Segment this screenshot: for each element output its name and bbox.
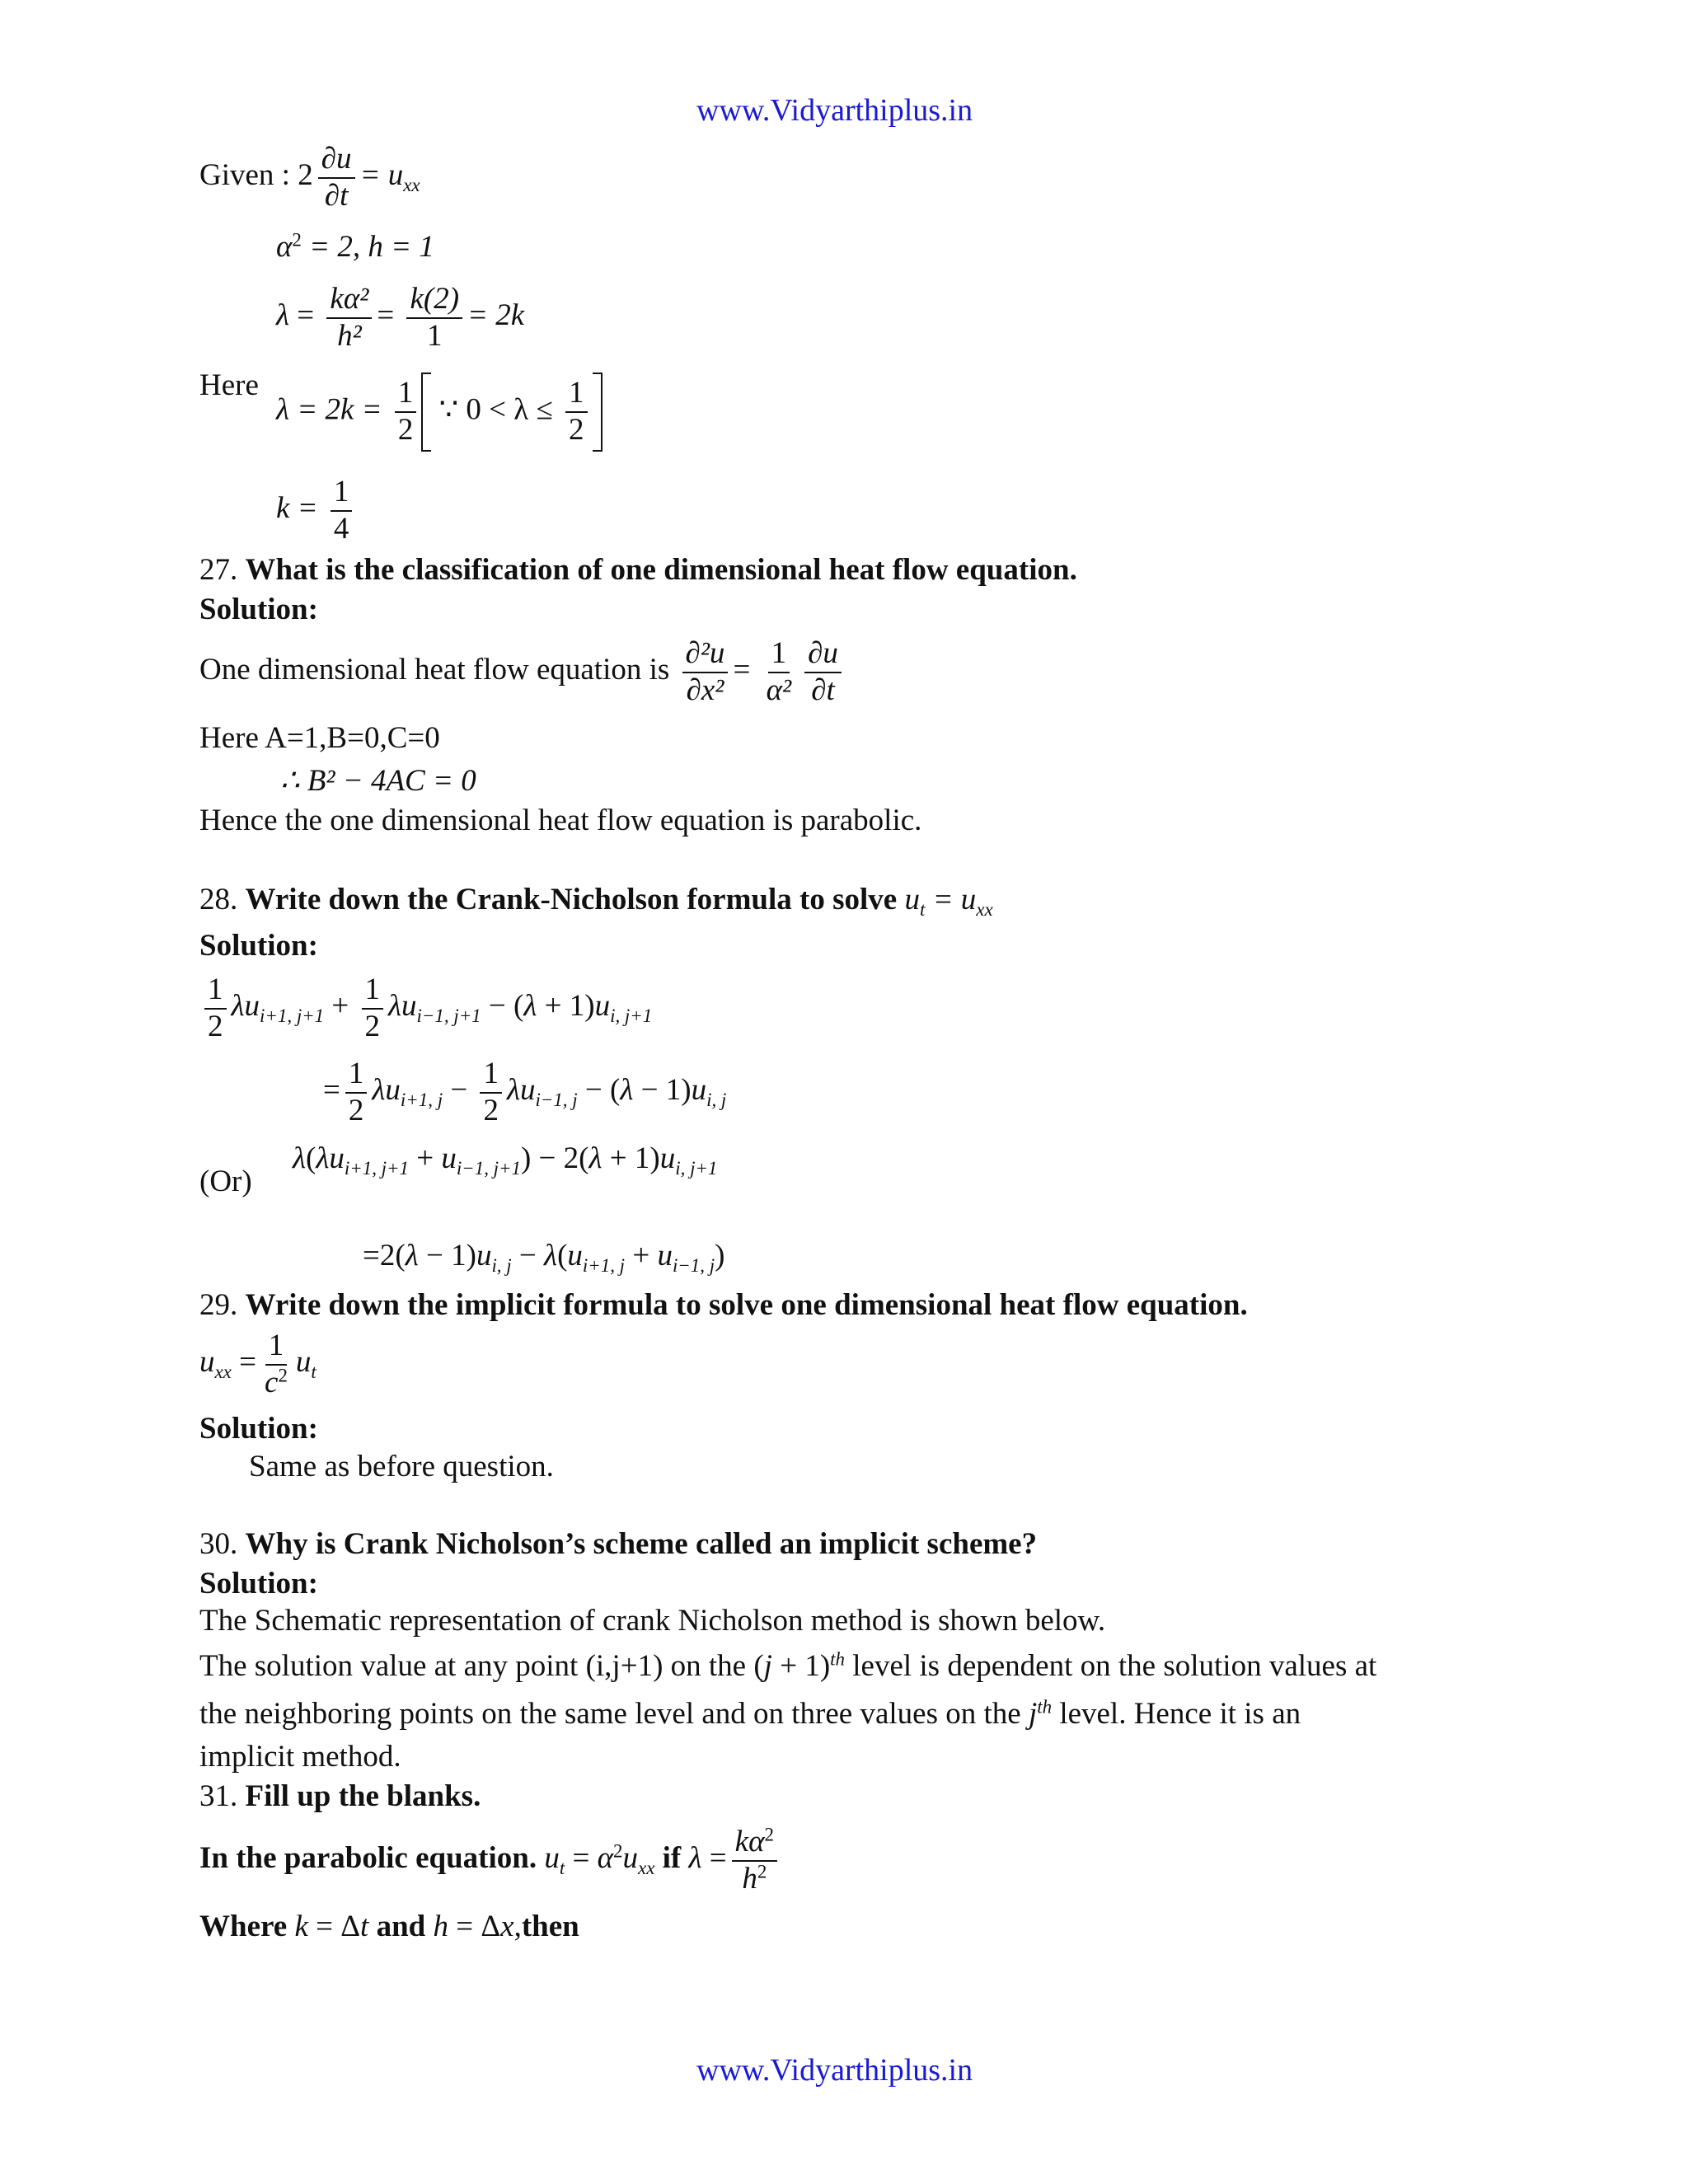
alpha-square: 2 xyxy=(292,229,302,251)
q27-here: Here A=1,B=0,C=0 xyxy=(199,721,440,755)
right-bracket xyxy=(593,373,603,452)
cn-alt-line2: $=2(\lambda - 1)u_{i, j} - \lambda(u_{i+1, j} + u_{i-1, j})$ xyxy=(363,1239,725,1277)
alpha-line xyxy=(276,229,434,265)
q27-lhs-num: ∂²u xyxy=(685,636,725,670)
lambda-frac1 xyxy=(326,282,372,354)
q27-rhs-frac xyxy=(763,636,795,708)
given-coef: 2 xyxy=(298,158,313,193)
lambda-frac1-num: kα² xyxy=(330,282,369,316)
q27-rhs-num: 1 xyxy=(768,636,790,673)
here-label: Here xyxy=(199,368,259,402)
q29-frac: $\frac{1}{c^2}$ xyxy=(265,1329,288,1399)
q30-question: Why is Crank Nicholson’s scheme called an implicit scheme? xyxy=(245,1527,1038,1561)
lambda-frac2-num: k(2) xyxy=(410,282,460,316)
q29-solution: Solution: xyxy=(199,1412,318,1446)
q30-line2: The solution value at any point (i,j+1) on the $(j + 1)^{th}$ level is dependent on the solution values at xyxy=(199,1648,1377,1683)
k-label: k = xyxy=(276,491,318,526)
lambda-frac1-den: h² xyxy=(337,318,362,353)
quarter-den: 4 xyxy=(333,511,349,546)
q29-answer: Same as before question. xyxy=(249,1450,554,1483)
q30-line1: The Schematic representation of crank Nicholson method is shown below. xyxy=(199,1604,1106,1638)
q30-line2a: The solution value at any point (i,j+1) on the xyxy=(199,1649,747,1683)
q28-number: 28. xyxy=(199,883,238,916)
q31-line1: In the parabolic equation. $u_t = \alpha^2u_{xx}$ if λ = $\frac{k\alpha^2}{h^2}$ xyxy=(199,1825,782,1896)
du: ∂u xyxy=(321,142,352,176)
q30-line3: the neighboring points on the same level and on three values on the $j^{th}$ level. Hence it is an xyxy=(199,1696,1301,1731)
q30-number: 30. xyxy=(199,1527,238,1561)
q31-number: 31. xyxy=(199,1779,238,1813)
half-num: 1 xyxy=(395,376,417,413)
q27-solution-label xyxy=(199,592,318,628)
q30-solution: Solution: xyxy=(199,1567,318,1601)
cn-formula-line1: $\frac{1}{2}$ $\lambda u_{i+1, j+1}$ + $\frac{1}{2}$ $\lambda u_{i-1, j+1} - (\lambda + 1)u_{i, j+1}$ xyxy=(199,972,652,1044)
k-equation xyxy=(276,475,357,546)
cn-half-2: $\frac{1}{2}$ xyxy=(362,972,384,1044)
given-rhs-sub: xx xyxy=(403,175,420,196)
q27-therefore-text: ∴ B² − 4AC = 0 xyxy=(280,764,476,798)
q31-and: and xyxy=(376,1910,426,1943)
q30-solution-label xyxy=(199,1566,318,1602)
half-den: 2 xyxy=(397,413,414,447)
condition-text: ∵ 0 < λ ≤ xyxy=(438,392,553,427)
q27-line1: One dimensional heat flow equation is xyxy=(199,653,670,687)
q28-question: Write down the Crank-Nicholson formula to solve xyxy=(245,883,898,916)
q27-heading xyxy=(199,552,1077,588)
footer-site-link[interactable]: www.Vidyarthiplus.in xyxy=(696,2053,973,2088)
dt: ∂t xyxy=(324,178,349,213)
given-label: Given : xyxy=(199,158,290,193)
q28-eq: $u_t = u_{xx}$ xyxy=(904,883,993,921)
q28-heading xyxy=(199,882,993,921)
q31-where: Where xyxy=(199,1910,288,1943)
left-bracket xyxy=(421,373,431,452)
given-equation xyxy=(199,142,420,213)
q31-line2: Where k = Δt and h = Δx,then xyxy=(199,1910,579,1943)
q31-question: Fill up the blanks. xyxy=(245,1779,481,1813)
q29-solution-label xyxy=(199,1411,318,1447)
lambda-frac2 xyxy=(406,282,462,354)
q31-if: if xyxy=(662,1841,682,1876)
q27-rhs-den: α² xyxy=(766,673,792,707)
q27-rhs2-num: ∂u xyxy=(808,636,838,670)
q31-line1-text: In the parabolic equation. xyxy=(199,1841,537,1876)
q27-equation-line: One dimensional heat flow equation is $\frac{\text{∂²u}}{\text{∂x²}}$ = $\frac{1}{\text{α²}}$ $\frac{\partial u}{\partial t}$ xyxy=(199,636,846,708)
q27-hence: Hence the one dimensional heat flow equation is parabolic. xyxy=(199,804,922,837)
lambda-condition xyxy=(276,373,603,452)
q29-heading xyxy=(199,1287,1248,1324)
cn-formula-line2: = $\frac{1}{2}$ $\lambda u_{i+1, j}$ − $\frac{1}{2}$ $\lambda u_{i-1, j} - (\lambda - 1)u_{i, j}$ xyxy=(323,1057,727,1127)
q27-lhs-den: ∂x² xyxy=(686,673,724,707)
q29-number: 29. xyxy=(199,1288,238,1322)
alpha-values: = 2, h = 1 xyxy=(309,230,434,264)
quarter-num: 1 xyxy=(331,475,353,512)
q27-question: What is the classification of one dimensional heat flow equation. xyxy=(245,553,1077,587)
q27-rhs2-frac xyxy=(804,636,842,708)
q30-line2b: level is dependent on the solution values at xyxy=(852,1649,1377,1683)
lambda-equation: λ = $\frac{\text{kα²}}{\text{h²}}$ = $\frac{k(2)}{1}$ = 2k xyxy=(276,282,525,353)
half-frac xyxy=(395,376,417,448)
cn-alt-line1: $\lambda(\lambda u_{i+1, j+1} + u_{i-1, j+1}) - 2(\lambda + 1)u_{i, j+1}$ xyxy=(293,1141,718,1179)
half-num-2: 1 xyxy=(565,376,588,413)
alpha-symbol: α xyxy=(276,230,293,264)
half-frac-2 xyxy=(565,376,588,448)
du-dt-fraction xyxy=(318,142,355,213)
cn-half-1: $\frac{1}{2}$ xyxy=(204,972,227,1044)
lambda-symbol: λ xyxy=(276,298,290,333)
q27-rhs2-den: ∂t xyxy=(811,673,835,707)
lambda-result: = 2k xyxy=(467,298,525,333)
lambda-frac2-den: 1 xyxy=(427,318,443,353)
q30-heading xyxy=(199,1526,1037,1563)
q28-solution-label xyxy=(199,928,318,964)
q30-line3b: level. Hence it is an xyxy=(1059,1697,1301,1731)
q27-number: 27. xyxy=(199,553,238,587)
cn-half-4: $\frac{1}{2}$ xyxy=(480,1057,502,1128)
q31-heading xyxy=(199,1779,481,1815)
q30-line4: implicit method. xyxy=(199,1740,401,1774)
lambda-2k: λ = 2k = xyxy=(276,392,382,427)
cn-half-3: $\frac{1}{2}$ xyxy=(345,1057,368,1128)
q28-solution: Solution: xyxy=(199,929,318,963)
q28-or: (Or) xyxy=(199,1165,252,1198)
half-den-2: 2 xyxy=(569,413,584,447)
q31-then: then xyxy=(521,1910,579,1943)
q29-question: Write down the implicit formula to solve one dimensional heat flow equation. xyxy=(245,1288,1248,1322)
quarter-frac xyxy=(331,475,353,546)
q27-solution: Solution: xyxy=(199,593,318,626)
given-rhs: = u xyxy=(359,158,404,193)
q31-lambda-frac: $\frac{k\alpha^2}{h^2}$ xyxy=(732,1825,777,1896)
header-site-link[interactable]: www.Vidyarthiplus.in xyxy=(696,93,973,128)
q29-equation: $u_{xx}$ = $\frac{1}{c^2}$ $u_t$ xyxy=(199,1329,316,1399)
q30-line3a: the neighboring points on the same level and on three values on the xyxy=(199,1697,1021,1731)
q27-therefore xyxy=(280,763,476,799)
q27-lhs-frac xyxy=(682,636,729,708)
